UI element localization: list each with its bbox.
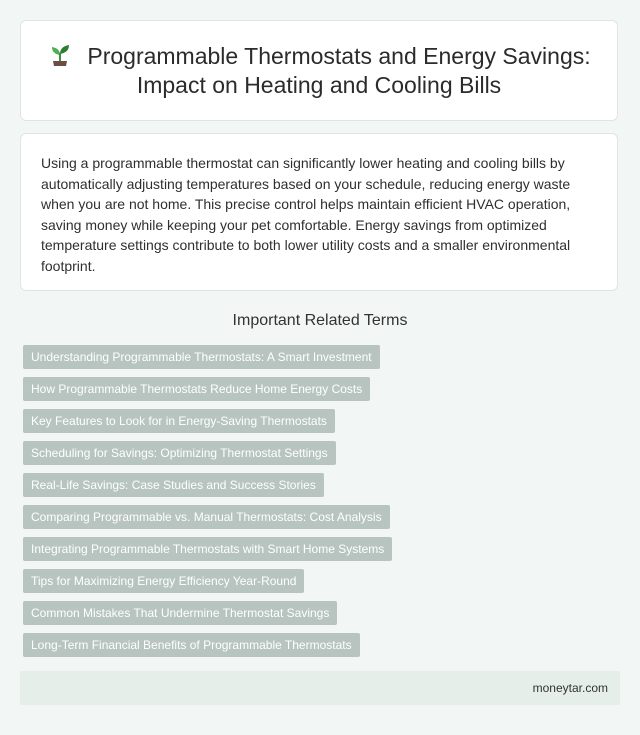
footer [20, 671, 620, 705]
footer-site-link[interactable]: moneytar.com [532, 681, 608, 695]
related-term-link[interactable]: How Programmable Thermostats Reduce Home Energy Costs [23, 377, 370, 401]
related-terms-heading: Important Related Terms [232, 312, 408, 329]
related-term-link[interactable]: Comparing Programmable vs. Manual Thermostats: Cost Analysis [23, 505, 390, 529]
related-term-link[interactable]: Long-Term Financial Benefits of Programmable Thermostats [23, 633, 360, 657]
related-terms-list [23, 345, 583, 665]
related-term-link[interactable]: Key Features to Look for in Energy-Saving Thermostats [23, 409, 335, 433]
page-title-text: Programmable Thermostats and Energy Savings: Impact on Heating and Cooling Bills [87, 43, 591, 98]
seedling-icon [47, 41, 73, 67]
page-title [45, 41, 593, 100]
related-term-link[interactable]: Integrating Programmable Thermostats with Smart Home Systems [23, 537, 392, 561]
title-card [20, 20, 618, 121]
related-term-link[interactable]: Real-Life Savings: Case Studies and Success Stories [23, 473, 324, 497]
related-term-link[interactable]: Scheduling for Savings: Optimizing Thermostat Settings [23, 441, 336, 465]
intro-paragraph: Using a programmable thermostat can significantly lower heating and cooling bills by automatically adjusting temperatures based on your schedule, reducing energy waste when you are not home. This precise control helps maintain efficient HVAC operation, saving money while keeping your pet comfortable. Energy savings from optimized temperature settings contribute to both lower utility costs and a smaller environmental footprint. [41, 155, 571, 274]
related-term-link[interactable]: Common Mistakes That Undermine Thermostat Savings [23, 601, 337, 625]
intro-card [20, 133, 618, 291]
related-term-link[interactable]: Tips for Maximizing Energy Efficiency Year-Round [23, 569, 304, 593]
related-term-link[interactable]: Understanding Programmable Thermostats: A Smart Investment [23, 345, 380, 369]
